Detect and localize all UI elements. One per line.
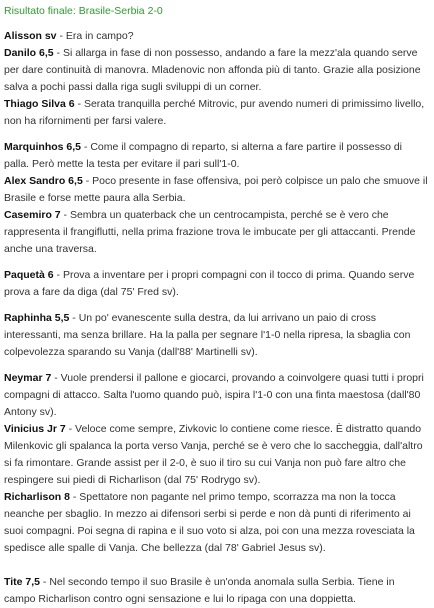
player-name: Alisson sv bbox=[4, 30, 57, 42]
rating-casemiro bbox=[4, 207, 428, 258]
rating-tite bbox=[4, 574, 428, 608]
coach-name: Tite 7,5 bbox=[4, 576, 40, 588]
player-name: Danilo 6,5 bbox=[4, 47, 54, 59]
rating-text: - Vuole prendersi il pallone e giocarci, provando a coinvolgere quasi tutti i propri compagni di attacco. Salta l'uomo quando può, ispira l'1-0 con una finta maestosa (dall'80 Antony sv). bbox=[4, 372, 424, 418]
rating-text: - Spettatore non pagante nel primo tempo, scorrazza ma non la tocca neanche per sbaglio. In mezzo ai difensori serbi si perde e non dà punti di riferimento ai suoi compagni. Poi segna di rapina e il suo voto si alza, poi con una mezza rovesciata la spedisce alle spalle di Vanja. Che bellezza (dal 78' Gabriel Jesus sv). bbox=[4, 491, 415, 554]
player-name: Casemiro 7 bbox=[4, 209, 61, 221]
rating-alisson bbox=[4, 28, 428, 45]
rating-text: - Come il compagno di reparto, si alterna a fare partire il possesso di palla. Però mette la testa per evitare il pari sull'1-0. bbox=[4, 141, 402, 170]
rating-text: - Veloce come sempre, Zivkovic lo contiene come riesce. È distratto quando Milenkovic gli spalanca la porta verso Vanja, perché se è vero che lo saccheggia, dall'altro si fa rimontare. Grande assist per il 2-0, è suo il tiro su cui Vanja non può fare altro che respingere sui piedi di Richarlison (dal 75' Rodrygo sv). bbox=[4, 423, 423, 486]
rating-thiago-silva bbox=[4, 96, 428, 130]
player-name: Marquinhos 6,5 bbox=[4, 141, 82, 153]
rating-raphinha bbox=[4, 310, 428, 361]
result-headline: Risultato finale: Brasile-Serbia 2-0 bbox=[4, 5, 163, 17]
rating-vinicius bbox=[4, 421, 428, 489]
rating-text: - Era in campo? bbox=[56, 30, 134, 42]
rating-text: - Sembra un quaterback che un centrocampista, perché se è vero che rappresenta il frangiflutti, nella prima frazione trova le imbucate per gli attaccanti. Prende anche una traversa. bbox=[4, 209, 416, 255]
player-name: Alex Sandro 6,5 bbox=[4, 175, 83, 187]
rating-marquinhos bbox=[4, 139, 428, 173]
player-name: Raphinha 5,5 bbox=[4, 312, 70, 324]
player-name: Thiago Silva 6 bbox=[4, 98, 75, 110]
rating-text: - Serata tranquilla perché Mitrovic, pur avendo numeri di primissimo livello, non ha rifornimenti per farsi valere. bbox=[4, 98, 425, 127]
rating-text: - Nel secondo tempo il suo Brasile è un'onda anomala sulla Serbia. Tiene in campo Richarlison contro ogni sensazione e lui lo ripaga con una doppietta. bbox=[4, 576, 395, 605]
rating-paqueta bbox=[4, 267, 428, 301]
rating-danilo bbox=[4, 45, 428, 96]
player-name: Neymar 7 bbox=[4, 372, 52, 384]
rating-text: - Poco presente in fase offensiva, poi però colpisce un palo che smuove il Brasile e forse mette paura alla Serbia. bbox=[4, 175, 428, 204]
rating-text: - Un po' evanescente sulla destra, da lui arrivano un paio di cross interessanti, ma senza brillare. Ha la palla per segnare l'1-0 nella ripresa, la sbaglia con colpevolezza sparando su Vanja (dall'88' Martinelli sv). bbox=[4, 312, 411, 358]
rating-neymar bbox=[4, 370, 428, 421]
rating-alex-sandro bbox=[4, 173, 428, 207]
player-name: Vinicius Jr 7 bbox=[4, 423, 66, 435]
rating-richarlison bbox=[4, 489, 428, 557]
rating-text: - Prova a inventare per i propri compagni con il tocco di prima. Quando serve prova a fare da diga (dal 75' Fred sv). bbox=[4, 269, 415, 298]
rating-text: - Si allarga in fase di non possesso, andando a fare la mezz'ala quando serve per dare continuità di manovra. Mladenovic non affonda più di tanto. Grazie alla posizione salva a pochi passi dalla riga sugli sviluppi di un corner. bbox=[4, 47, 421, 93]
player-name: Paquetà 6 bbox=[4, 269, 54, 281]
player-name: Richarlison 8 bbox=[4, 491, 70, 503]
